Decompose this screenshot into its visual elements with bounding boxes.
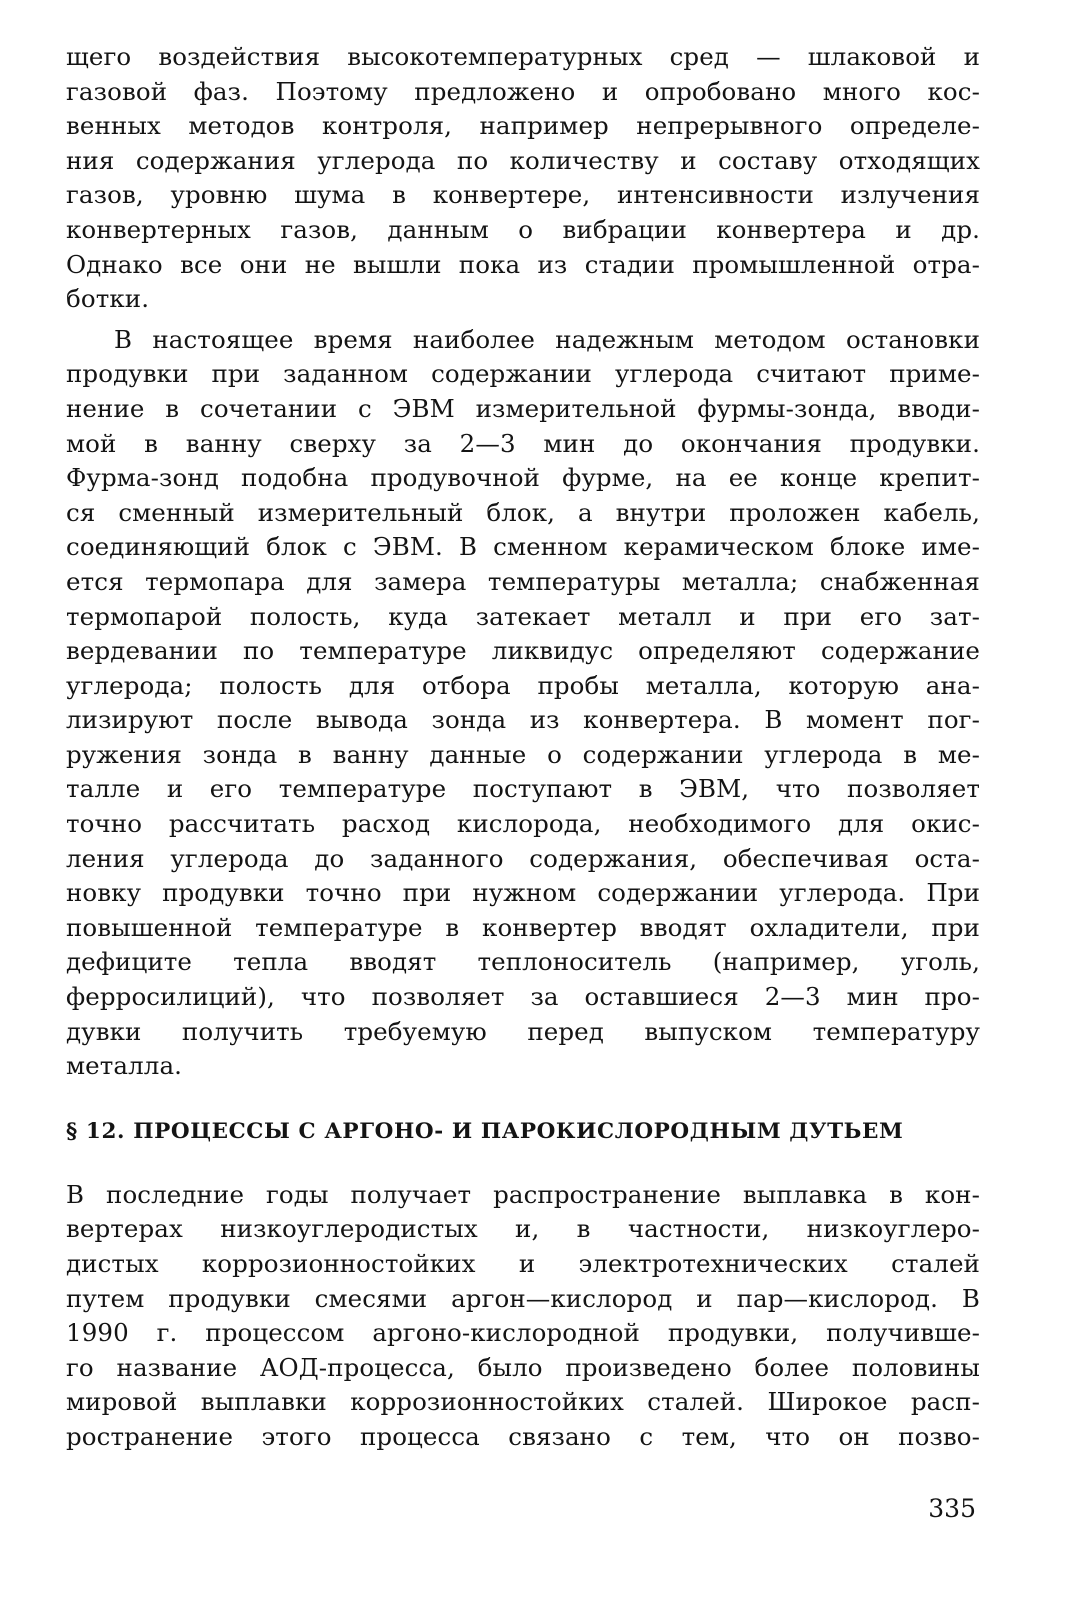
text-line: мировой выплавки коррозионностойких сталей. Широкое расп- — [66, 1387, 980, 1417]
text-line: мой в ванну сверху за 2—3 мин до окончания продувки. — [66, 428, 980, 458]
text-line: ферросилиций), что позволяет за оставшиеся 2—3 мин про- — [66, 982, 980, 1012]
text-line: щего воздействия высокотемпературных сред — шлаковой и — [66, 42, 980, 71]
text-line: соединяющий блок с ЭВМ. В сменном керамическом блоке име- — [66, 532, 980, 562]
text-line: го название АОД-процесса, было произведено более половины — [66, 1352, 980, 1382]
text-line: точно рассчитать расход кислорода, необходимого для окис- — [66, 809, 980, 839]
text-line: металла. — [66, 1051, 183, 1081]
text-line: газовой фаз. Поэтому предложено и опробовано много кос- — [66, 76, 980, 106]
page-number: 335 — [928, 1494, 976, 1523]
text-line: конвертерных газов, данным о вибрации конвертера и др. — [66, 214, 980, 244]
text-line: ружения зонда в ванну данные о содержании углерода в ме- — [66, 739, 980, 769]
text-line: ется термопара для замера температуры металла; снабженная — [66, 566, 980, 596]
text-line: вердевании по температуре ликвидус определяют содержание — [66, 636, 980, 666]
text-line: лизируют после вывода зонда из конвертера. В момент пог- — [66, 705, 980, 735]
text-line: талле и его температуре поступают в ЭВМ, что позволяет — [66, 774, 980, 804]
text-line: нение в сочетании с ЭВМ измерительной фурмы-зонда, вводи- — [66, 393, 980, 423]
text-line: вертерах низкоуглеродистых и, в частности, низкоуглеро- — [66, 1214, 980, 1244]
text-line: ния содержания углерода по количеству и составу отходящих — [66, 145, 980, 175]
text-line: ления углерода до заданного содержания, обеспечивая оста- — [66, 843, 980, 873]
paragraph-2 — [66, 323, 980, 1084]
text-line: ботки. — [66, 284, 150, 314]
section-heading: § 12. ПРОЦЕССЫ С АРГОНО- И ПАРОКИСЛОРОДНЫМ ДУТЬЕМ — [66, 1118, 904, 1144]
text-line: В последние годы получает распространение выплавка в кон- — [66, 1179, 980, 1209]
text-line: 1990 г. процессом аргоно-кислородной продувки, получивше- — [66, 1318, 980, 1348]
paragraph-3 — [66, 1178, 980, 1455]
text-line: ся сменный измерительный блок, а внутри проложен кабель, — [66, 497, 980, 527]
text-line: углерода; полость для отбора пробы металла, которую ана- — [66, 670, 980, 700]
text-line: новку продувки точно при нужном содержании углерода. При — [66, 878, 980, 908]
paragraph-1 — [66, 40, 980, 317]
text-line: продувки при заданном содержании углерода считают приме- — [66, 359, 980, 389]
text-line: венных методов контроля, например непрерывного определе- — [66, 111, 980, 141]
text-line: Однако все они не вышли пока из стадии промышленной отра- — [66, 249, 980, 279]
book-page — [66, 40, 980, 1560]
text-line: дефиците тепла вводят теплоноситель (например, уголь, — [66, 947, 980, 977]
text-line: путем продувки смесями аргон—кислород и пар—кислород. В — [66, 1283, 980, 1313]
text-line: дистых коррозионностойких и электротехнических сталей — [66, 1249, 980, 1278]
text-line: термопарой полость, куда затекает металл и при его зат- — [66, 601, 980, 631]
text-line: В настоящее время наиболее надежным методом остановки — [114, 324, 980, 354]
text-line: повышенной температуре в конвертер вводят охладители, при — [66, 912, 980, 942]
text-line: Фурма-зонд подобна продувочной фурме, на ее конце крепит- — [66, 463, 980, 493]
text-line: газов, уровню шума в конвертере, интенсивности излучения — [66, 180, 980, 210]
text-line: ространение этого процесса связано с тем, что он позво- — [66, 1421, 980, 1451]
text-line: дувки получить требуемую перед выпуском температуру — [66, 1016, 980, 1046]
